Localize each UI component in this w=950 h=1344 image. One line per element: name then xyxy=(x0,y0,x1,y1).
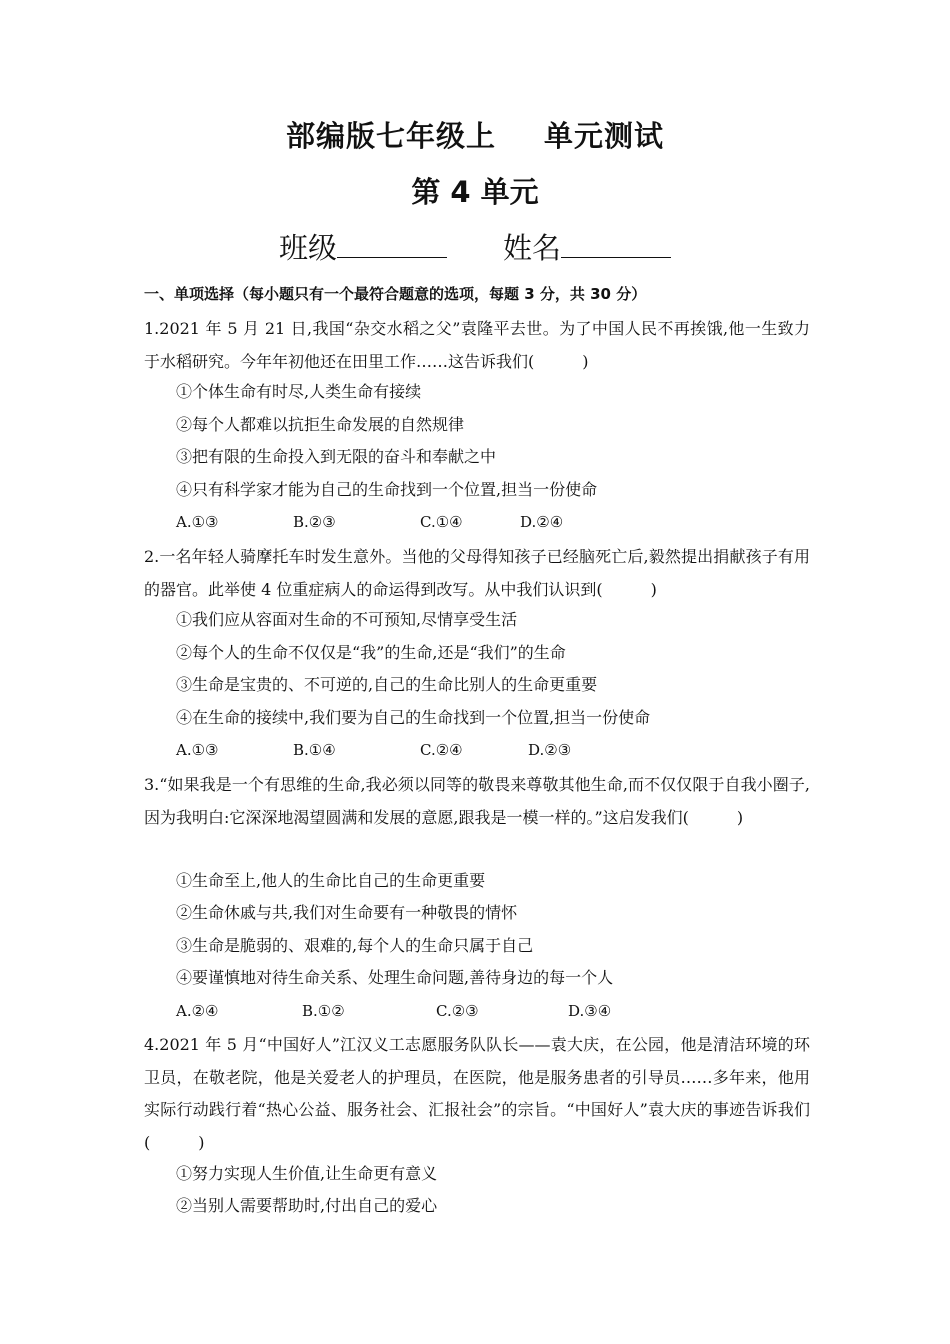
name-blank[interactable] xyxy=(561,233,671,258)
exam-title-left: 部编版七年级上 xyxy=(285,119,496,153)
question-3-option: ②生命休戚与共,我们对生命要有一种敬畏的情怀 xyxy=(176,903,518,922)
question-2-option: ①我们应从容面对生命的不可预知,尽情享受生活 xyxy=(176,610,518,629)
section-heading: 一、单项选择（每小题只有一个最符合题意的选项，每题 3 分，共 30 分） xyxy=(144,285,647,303)
answer-choice[interactable]: C.①④ xyxy=(420,513,463,531)
answer-choice[interactable]: B.②③ xyxy=(293,513,336,531)
exam-title-right: 单元测试 xyxy=(544,119,665,153)
question-2-option: ②每个人的生命不仅仅是“我”的生命,还是“我们”的生命 xyxy=(176,643,566,662)
question-2-stem: 2.一名年轻人骑摩托车时发生意外。当他的父母得知孩子已经脑死亡后,毅然提出捐献孩子有用的器官。此举使 4 位重症病人的命运得到改写。从中我们认识到( ) xyxy=(144,547,810,599)
question-3-option: ①生命至上,他人的生命比自己的生命更重要 xyxy=(176,871,486,890)
answer-choice[interactable]: D.②④ xyxy=(520,513,564,531)
question-1-option: ①个体生命有时尽,人类生命有接续 xyxy=(176,382,422,401)
question-1-option: ③把有限的生命投入到无限的奋斗和奉献之中 xyxy=(176,447,497,466)
answer-choice[interactable]: B.①④ xyxy=(293,741,336,759)
answer-choice[interactable]: D.②③ xyxy=(528,741,572,759)
answer-choice[interactable]: C.②④ xyxy=(420,741,463,759)
answer-choice[interactable]: C.②③ xyxy=(436,1002,479,1020)
question-4-option: ①努力实现人生价值,让生命更有意义 xyxy=(176,1164,438,1183)
question-3-option: ④要谨慎地对待生命关系、处理生命问题,善待身边的每一个人 xyxy=(176,968,614,987)
question-1-stem: 1.2021 年 5 月 21 日,我国“杂交水稻之父”袁隆平去世。为了中国人民不再挨饿,他一生致力于水稻研究。今年年初他还在田里工作……这告诉我们( ) xyxy=(144,319,810,371)
question-3-option: ③生命是脆弱的、艰难的,每个人的生命只属于自己 xyxy=(176,936,534,955)
class-label: 班级 xyxy=(278,231,337,265)
student-info-row xyxy=(0,226,950,267)
question-4-stem: 4.2021 年 5 月“中国好人”江汉义工志愿服务队队长——袁大庆，在公园，他是清洁环境的环卫员，在敬老院，他是关爱老人的护理员，在医院，他是服务患者的引导员……多年来，他用实际行动践行着“热心公益、服务社会、汇报社会”的宗旨。“中国好人”袁大庆的事迹告诉我们( ) xyxy=(144,1035,810,1152)
class-blank[interactable] xyxy=(337,233,447,258)
question-1-option: ④只有科学家才能为自己的生命找到一个位置,担当一份使命 xyxy=(176,480,598,499)
question-2-option: ④在生命的接续中,我们要为自己的生命找到一个位置,担当一份使命 xyxy=(176,708,651,727)
question-4-option: ②当别人需要帮助时,付出自己的爱心 xyxy=(176,1196,438,1215)
answer-choice[interactable]: A.①③ xyxy=(176,513,219,531)
question-1-option: ②每个人都难以抗拒生命发展的自然规律 xyxy=(176,415,465,434)
answer-choice[interactable]: D.③④ xyxy=(568,1002,612,1020)
exam-title xyxy=(0,114,950,155)
question-3-stem: 3.“如果我是一个有思维的生命,我必须以同等的敬畏来尊敬其他生命,而不仅仅限于自我小圈子,因为我明白:它深深地渴望圆满和发展的意愿,跟我是一模一样的。”这启发我们( ) xyxy=(144,775,810,827)
answer-choice[interactable]: A.②④ xyxy=(176,1002,219,1020)
name-label: 姓名 xyxy=(503,231,562,265)
answer-choice[interactable]: A.①③ xyxy=(176,741,219,759)
unit-title: 第 4 单元 xyxy=(411,175,539,209)
question-2-option: ③生命是宝贵的、不可逆的,自己的生命比别人的生命更重要 xyxy=(176,675,598,694)
answer-choice[interactable]: B.①② xyxy=(302,1002,345,1020)
